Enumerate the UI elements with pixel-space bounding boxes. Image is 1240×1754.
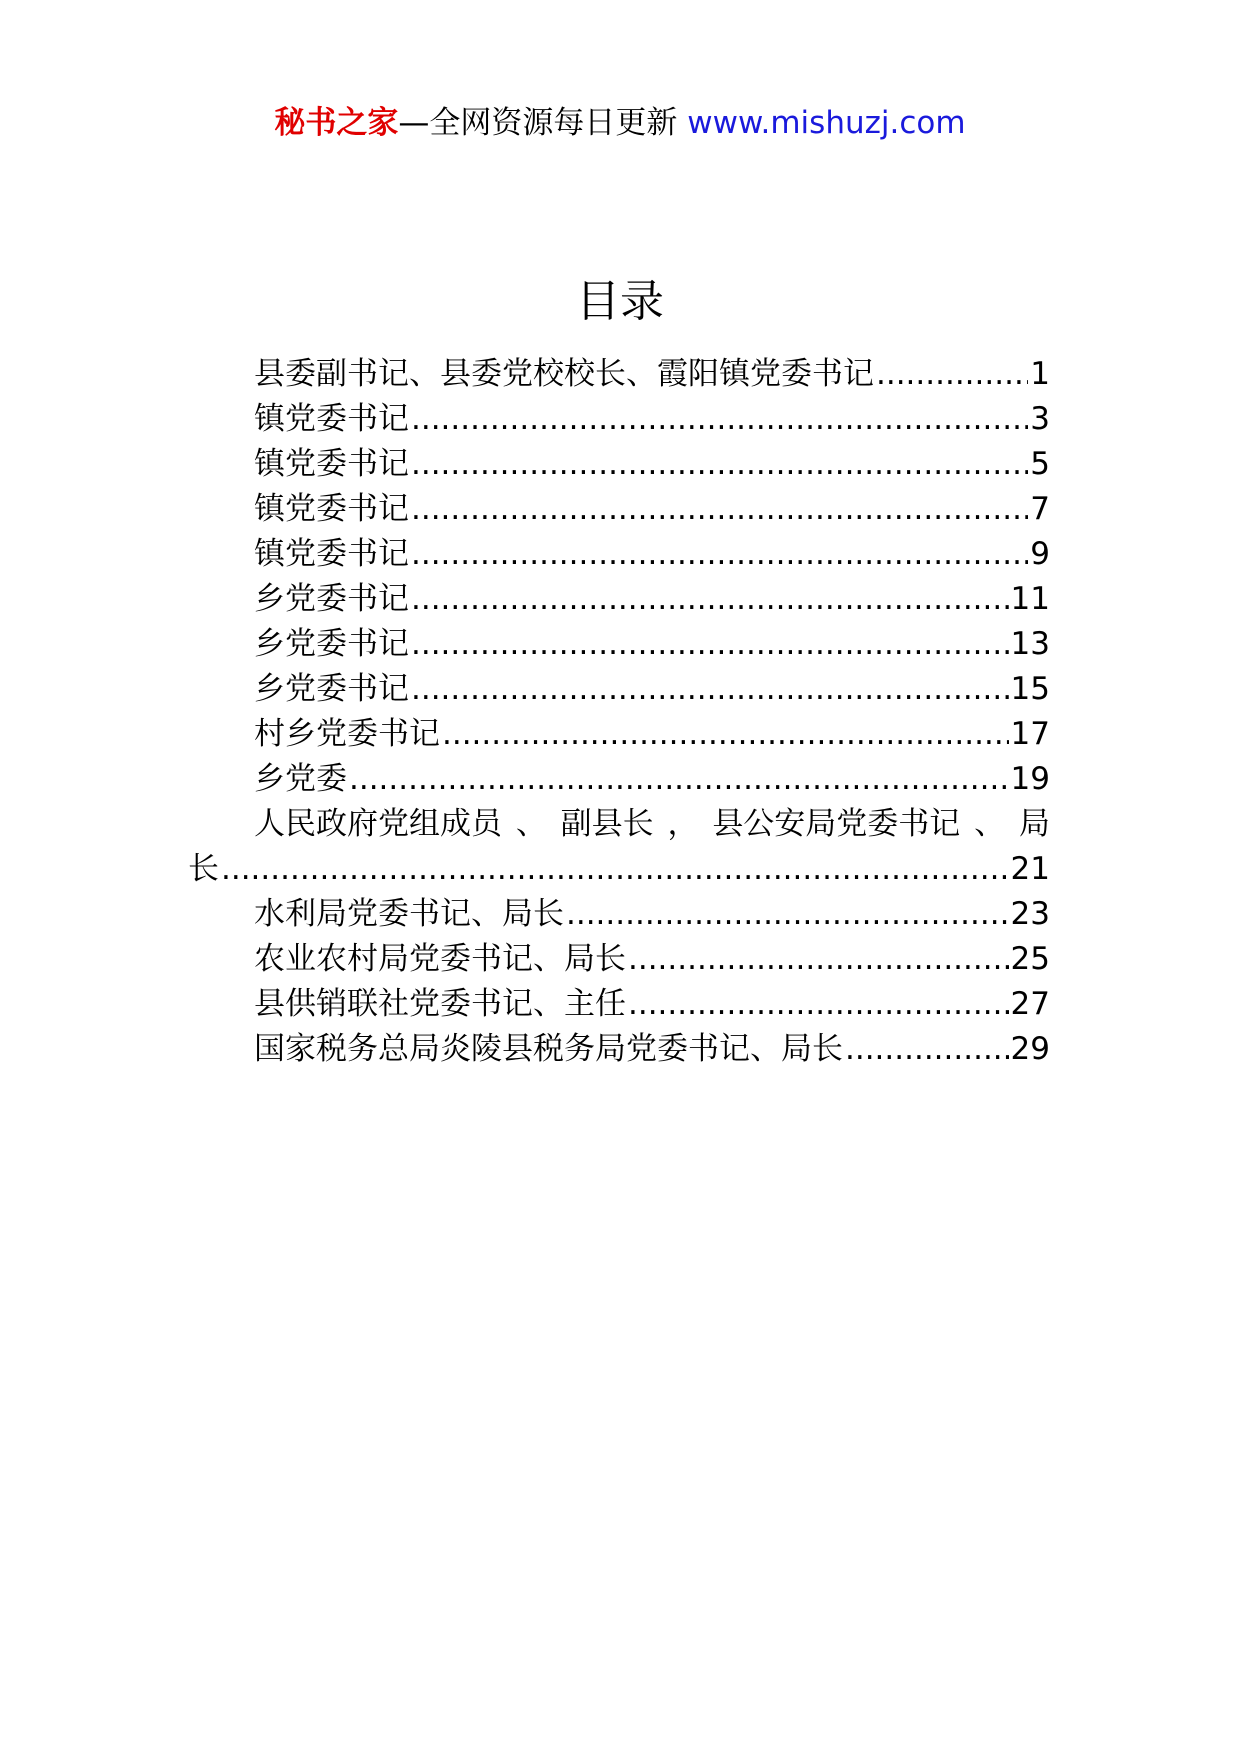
toc-entry-label-part: ， [667, 806, 699, 842]
toc-leader-dots [442, 712, 1009, 757]
toc-entry[interactable] [188, 442, 1050, 487]
page-header [0, 100, 1240, 146]
toc-entry-label: 乡党委书记 [254, 626, 409, 662]
toc-entry-label: 县委副书记、县委党校校长、霞阳镇党委书记 [254, 356, 874, 392]
toc-entry-page: 3 [1030, 401, 1050, 437]
toc-entry[interactable] [188, 712, 1050, 757]
toc-entry-page: 27 [1010, 986, 1050, 1022]
toc-leader-dots [411, 397, 1028, 442]
toc-entry-label-part: 人民政府党组成员 [254, 806, 502, 842]
toc-entry[interactable] [188, 577, 1050, 622]
toc-leader-dots [411, 532, 1028, 577]
toc-entry-label-part: 县公安局党委书记 [712, 806, 961, 842]
toc-entry[interactable] [188, 1027, 1050, 1072]
toc-leader-dots [566, 892, 1009, 937]
toc-entry[interactable] [188, 757, 1050, 802]
toc-entry-label: 镇党委书记 [254, 491, 409, 527]
toc-title: 目录 [576, 276, 664, 327]
toc-entry-page: 29 [1010, 1031, 1050, 1067]
toc-leader-dots [876, 352, 1028, 397]
toc-entry-page: 13 [1010, 626, 1050, 662]
toc-entry-page: 1 [1030, 356, 1050, 392]
brand-name: 秘书之家 [274, 105, 399, 141]
toc-entry-label: 镇党委书记 [254, 536, 409, 572]
header-url-link[interactable]: www.mishuzj.com [687, 105, 966, 141]
toc-entry-label: 村乡党委书记 [254, 716, 440, 752]
toc-leader-dots [845, 1027, 1009, 1072]
toc-leader-dots [411, 577, 1009, 622]
toc-entry[interactable] [188, 937, 1050, 982]
toc-entry-label-line2 [188, 847, 1050, 892]
toc-leader-dots [411, 667, 1009, 712]
toc-entry-label-line1 [254, 802, 1050, 847]
toc-entry-label: 县供销联社党委书记、主任 [254, 986, 626, 1022]
toc-entry-page: 17 [1010, 716, 1050, 752]
toc-entry-page: 9 [1030, 536, 1050, 572]
toc-entry-label-part: 、 [974, 806, 1006, 842]
toc-entry-label: 国家税务总局炎陵县税务局党委书记、局长 [254, 1031, 843, 1067]
toc-entry-page: 7 [1030, 491, 1050, 527]
toc-entry-label: 长 [188, 851, 219, 887]
toc-entry-page: 15 [1010, 671, 1050, 707]
toc-entry-label-part: 局 [1018, 806, 1050, 842]
toc-entry[interactable] [188, 667, 1050, 712]
toc-leader-dots [221, 847, 1009, 892]
toc-entry-label-part: 、 [515, 806, 547, 842]
toc-entry[interactable] [188, 397, 1050, 442]
toc-entry-page: 5 [1030, 446, 1050, 482]
toc-leader-dots [628, 937, 1009, 982]
toc-entry-label: 农业农村局党委书记、局长 [254, 941, 626, 977]
toc-entry[interactable] [188, 487, 1050, 532]
table-of-contents [188, 352, 1050, 1072]
toc-entry[interactable] [188, 352, 1050, 397]
toc-entry-page: 19 [1010, 761, 1050, 797]
toc-entry[interactable] [188, 982, 1050, 1027]
toc-entry-page: 11 [1010, 581, 1050, 617]
toc-leader-dots [411, 622, 1009, 667]
header-tagline: —全网资源每日更新 [398, 105, 678, 141]
toc-leader-dots [349, 757, 1009, 802]
toc-leader-dots [628, 982, 1009, 1027]
toc-leader-dots [411, 487, 1028, 532]
toc-entry-label: 镇党委书记 [254, 401, 409, 437]
toc-entry[interactable] [188, 532, 1050, 577]
toc-entry-label: 乡党委书记 [254, 581, 409, 617]
toc-entry[interactable] [188, 892, 1050, 937]
toc-entry-label: 乡党委书记 [254, 671, 409, 707]
toc-entry[interactable] [188, 802, 1050, 892]
toc-leader-dots [411, 442, 1028, 487]
toc-entry-label-part: 副县长 [560, 806, 654, 842]
toc-entry-page: 21 [1010, 851, 1050, 887]
toc-entry-label: 水利局党委书记、局长 [254, 896, 564, 932]
toc-entry-label: 镇党委书记 [254, 446, 409, 482]
toc-entry-page: 23 [1010, 896, 1050, 932]
toc-entry-page: 25 [1010, 941, 1050, 977]
toc-entry-label: 乡党委 [254, 761, 347, 797]
toc-entry[interactable] [188, 622, 1050, 667]
